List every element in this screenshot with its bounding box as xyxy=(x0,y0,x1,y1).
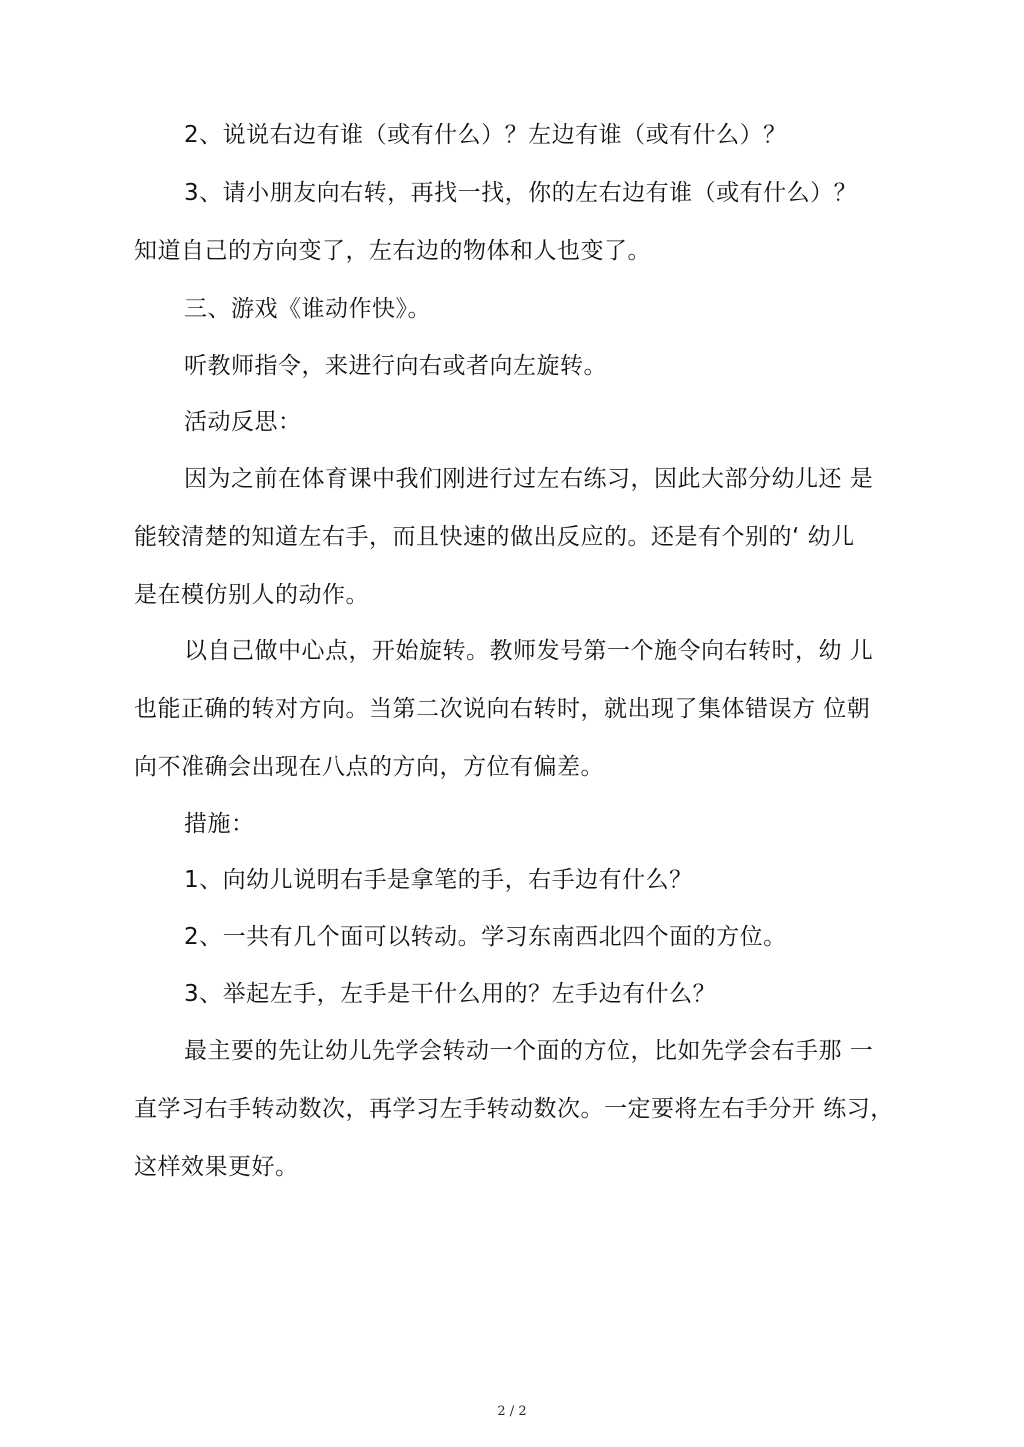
section-heading-reflection xyxy=(134,393,896,451)
text-line: 活动反思： xyxy=(184,409,302,435)
paragraph-reflection-2 xyxy=(134,622,896,796)
paragraph-turn-right xyxy=(134,164,896,280)
paragraph-left-right-question xyxy=(134,106,896,164)
paragraph-reflection-1 xyxy=(134,450,896,624)
text-line: 3、请小朋友向右转，再找一找，你的左右边有谁（或有什么）？ xyxy=(184,180,858,206)
text-line: 这样效果更好。 xyxy=(134,1154,299,1180)
text-line: 向不准确会出现在八点的方向，方位有偏差。 xyxy=(134,754,604,780)
text-line: 知道自己的方向变了，左右边的物体和人也变了。 xyxy=(134,238,651,264)
paragraph-measure-3 xyxy=(134,965,896,1023)
text-line: 是在模仿别人的动作。 xyxy=(134,582,369,608)
text-line: 三、游戏《谁动作快》。 xyxy=(184,296,431,322)
text-line: 1、向幼儿说明右手是拿笔的手，右手边有什么？ xyxy=(184,867,693,893)
text-line: 以自己做中心点，开始旋转。教师发号第一个施令向右转时，幼 儿 xyxy=(184,638,874,664)
text-line: 措施： xyxy=(184,811,255,837)
page-number: 2 / 2 xyxy=(497,1404,527,1419)
text-line: 能较清楚的知道左右手，而且快速的做出反应的。还是有个别的‘ 幼儿 xyxy=(134,524,855,550)
paragraph-game-title xyxy=(134,280,896,338)
text-line: 也能正确的转对方向。当第二次说向右转时，就出现了集体错误方 位朝 xyxy=(134,696,871,722)
text-line: 最主要的先让幼儿先学会转动一个面的方位，比如先学会右手那 一 xyxy=(184,1038,874,1064)
paragraph-conclusion xyxy=(134,1022,896,1196)
text-line: 2、一共有几个面可以转动。学习东南西北四个面的方位。 xyxy=(184,924,787,950)
paragraph-game-instruction xyxy=(134,337,896,395)
paragraph-measure-2 xyxy=(134,908,896,966)
text-line: 因为之前在体育课中我们刚进行过左右练习，因此大部分幼儿还 是 xyxy=(184,466,874,492)
text-line: 直学习右手转动数次，再学习左手转动数次。一定要将左右手分开 练习， xyxy=(134,1096,894,1122)
text-line: 2、说说右边有谁（或有什么）？左边有谁（或有什么）？ xyxy=(184,122,787,148)
section-heading-measures xyxy=(134,795,896,853)
text-line: 听教师指令，来进行向右或者向左旋转。 xyxy=(184,353,607,379)
paragraph-measure-1 xyxy=(134,851,896,909)
text-line: 3、举起左手，左手是干什么用的？左手边有什么？ xyxy=(184,981,717,1007)
